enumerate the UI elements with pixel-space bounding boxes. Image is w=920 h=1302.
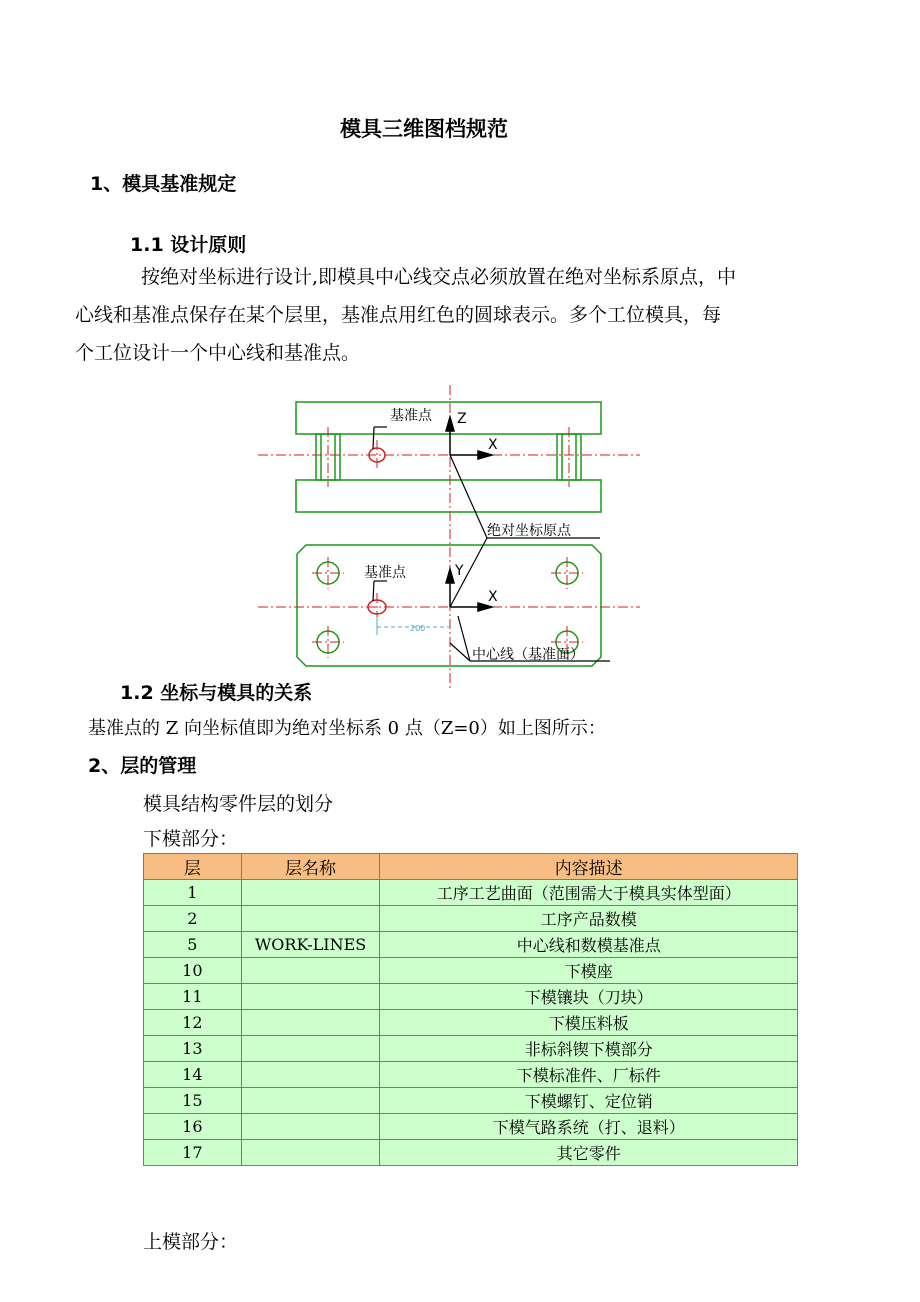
y-axis-arrow (446, 569, 454, 583)
table-header-row (144, 854, 798, 880)
page-title: 模具三维图档规范 (340, 117, 508, 141)
cell-description: 中心线和数模基准点 (380, 932, 798, 958)
header-layer: 层 (144, 854, 242, 880)
cell-layer: 1 (144, 880, 242, 906)
z-axis-arrow (446, 417, 454, 431)
paragraph-line-3: 个工位设计一个中心线和基准点。 (75, 342, 361, 364)
section-2-heading: 2、层的管理 (88, 755, 197, 777)
cell-description: 非标斜锲下模部分 (380, 1036, 798, 1062)
cell-layer-name (241, 1088, 380, 1114)
cell-layer-name (241, 1062, 380, 1088)
layer-intro-text: 模具结构零件层的划分 (143, 793, 334, 815)
table-row (144, 958, 798, 984)
section-1-2-heading: 1.2 坐标与模具的关系 (120, 682, 313, 704)
mold-datum-diagram (250, 385, 650, 690)
cell-layer-name (241, 1140, 380, 1166)
cell-layer-name: WORK-LINES (241, 932, 380, 958)
cell-layer-name (241, 1010, 380, 1036)
cell-layer: 13 (144, 1036, 242, 1062)
cell-layer: 11 (144, 984, 242, 1010)
cell-description: 下模标准件、厂标件 (380, 1062, 798, 1088)
table-row (144, 906, 798, 932)
cell-description: 下模螺钉、定位销 (380, 1088, 798, 1114)
cell-description: 其它零件 (380, 1140, 798, 1166)
cell-description: 工序工艺曲面（范围需大于模具实体型面） (380, 880, 798, 906)
design-principle-paragraph (75, 258, 835, 372)
cell-layer-name (241, 1114, 380, 1140)
cell-layer: 12 (144, 1010, 242, 1036)
section-1-1-heading: 1.1 设计原则 (130, 234, 247, 256)
x-axis-label-top: X (488, 437, 498, 453)
table-row (144, 1088, 798, 1114)
cell-description: 下模座 (380, 958, 798, 984)
table-row (144, 1036, 798, 1062)
cell-layer-name (241, 906, 380, 932)
table-row (144, 932, 798, 958)
lower-mold-label: 下模部分： (143, 828, 239, 850)
table-row (144, 1010, 798, 1036)
header-description: 内容描述 (380, 854, 798, 880)
cell-layer: 17 (144, 1140, 242, 1166)
cell-description: 工序产品数模 (380, 906, 798, 932)
cell-layer: 5 (144, 932, 242, 958)
table-row (144, 1140, 798, 1166)
cell-layer: 2 (144, 906, 242, 932)
table-row (144, 1062, 798, 1088)
x-axis-label-bottom: X (488, 589, 498, 605)
cell-description: 下模气路系统（打、退料） (380, 1114, 798, 1140)
paragraph-line-2: 心线和基准点保存在某个层里，基准点用红色的圆球表示。多个工位模具，每 (75, 304, 722, 326)
y-axis-label: Y (455, 563, 464, 579)
cell-layer-name (241, 880, 380, 906)
header-layer-name: 层名称 (241, 854, 380, 880)
datum-label-bottom: 基准点 (364, 565, 406, 581)
table-row (144, 984, 798, 1010)
cell-layer: 16 (144, 1114, 242, 1140)
centerline-label: 中心线（基准面） (472, 647, 584, 663)
dimension-label: 200 (410, 624, 426, 633)
section-1-heading: 1、模具基准规定 (90, 173, 237, 195)
cell-layer-name (241, 958, 380, 984)
cell-layer: 15 (144, 1088, 242, 1114)
cell-layer-name (241, 984, 380, 1010)
lower-mold-layer-table (143, 853, 798, 1166)
table-row (144, 880, 798, 906)
upper-mold-label: 上模部分： (143, 1231, 239, 1253)
cell-layer-name (241, 1036, 380, 1062)
paragraph-line-1: 按绝对坐标进行设计,即模具中心线交点必须放置在绝对坐标系原点，中 (141, 266, 737, 288)
cell-description: 下模压料板 (380, 1010, 798, 1036)
mold-front-view (296, 402, 601, 512)
z-axis-label: Z (457, 411, 467, 427)
datum-label-top: 基准点 (390, 408, 432, 424)
cell-description: 下模镶块（刀块） (380, 984, 798, 1010)
cell-layer: 10 (144, 958, 242, 984)
coordinate-relation-text: 基准点的 Z 向坐标值即为绝对坐标系 0 点（Z=0）如上图所示： (88, 718, 606, 739)
origin-label: 绝对坐标原点 (487, 523, 571, 539)
table-row (144, 1114, 798, 1140)
cell-layer: 14 (144, 1062, 242, 1088)
